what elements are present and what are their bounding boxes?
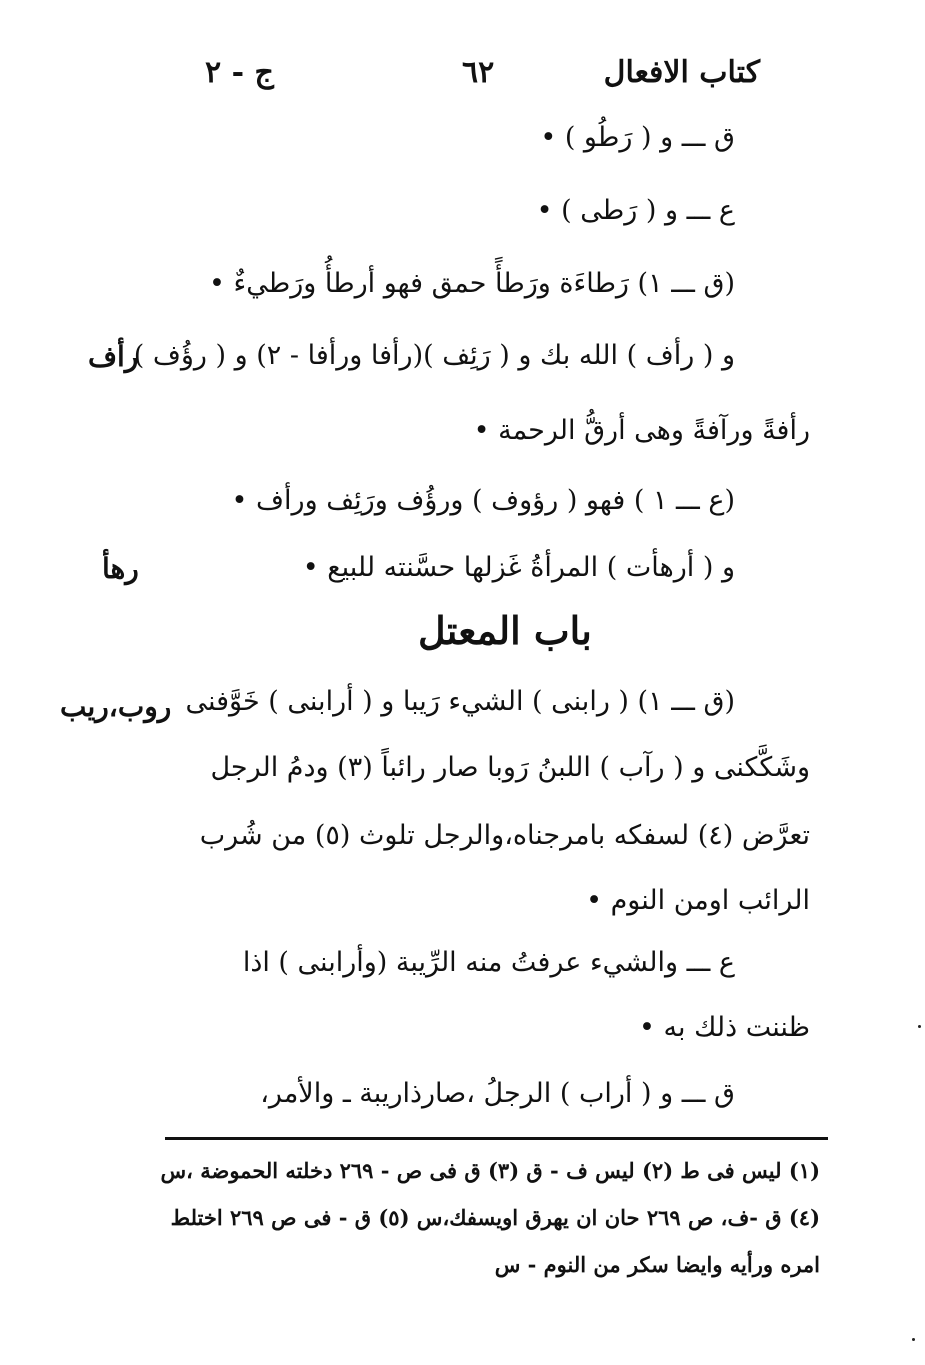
- header-title: كتاب الافعال: [603, 55, 760, 90]
- text-line: ظننت ذلك به •: [639, 1012, 810, 1043]
- text-line: (ق ـــ ١) رَطاءَة ورَطأً حمق فهو أرطأُ ورَطيءٌ •: [209, 268, 735, 299]
- text-line: ع ـــ والشيء عرفتُ منه الرِّيبة (وأرابنى ) اذا: [242, 947, 735, 978]
- text-line: و ( أرهأت ) المرأةُ غَزلها حسَّنته للبيع •: [302, 552, 735, 583]
- text-line: (ق ـــ ١) ( رابنى ) الشيء رَيبا و ( أرابنى ) خَوَّفنى: [185, 686, 735, 717]
- text-line: رأفةً ورآفةً وهى أرقُّ الرحمة •: [473, 415, 810, 446]
- footnote-line: (٤) ق -ف، ص ٢٦٩ حان ان يهرق اويسفك،س (٥) ق - فى ص ٢٦٩ اختلط: [170, 1205, 820, 1230]
- margin-label-raaf: رأف: [88, 340, 139, 373]
- text-line: (ع ـــ ١ ) فهو ( رؤوف ) ورؤُف ورَئِف ورأف •: [231, 485, 735, 516]
- text-line: ع ـــ و ( رَطى ) •: [536, 195, 735, 226]
- text-line: ق ـــ و ( أراب ) الرجلُ ،صارذاريبة ـ والأمر،: [260, 1078, 735, 1109]
- section-heading: باب المعتل: [418, 608, 592, 653]
- text-line: ق ـــ و ( رَطُو ) •: [540, 122, 735, 153]
- page-number: ٦٢: [462, 55, 495, 90]
- text-line: الرائب اومن النوم •: [586, 885, 810, 916]
- margin-label-rawb-rayb: روب،ريب: [60, 690, 172, 723]
- margin-label-rahaa: رهأ: [102, 552, 139, 585]
- text-line: تعرَّض (٤) لسفكه بامرجناه،والرجل تلوث (٥) من شُرب: [199, 820, 810, 851]
- footnote-line: (١) ليس فى ط (٢) ليس ف - ق (٣) ق فى ص - ٢٦٩ دخلته الحموضة ،س: [160, 1158, 820, 1183]
- scan-speck: [918, 1025, 921, 1028]
- footnote-separator: [165, 1137, 828, 1140]
- footnote-line: امره ورأيه وايضا سكر من النوم - س: [494, 1252, 820, 1277]
- volume-label: ج - ٢: [205, 55, 274, 90]
- scan-speck: [912, 1338, 915, 1341]
- text-line: و ( رأف ) الله بك و ( رَئِف )(رأفا ورأفا - ٢) و ( رؤُف ): [133, 340, 735, 371]
- text-line: وشَكَّكنى و ( رآب ) اللبنُ رَوبا صار رائباً (٣) ودمُ الرجل: [210, 752, 810, 783]
